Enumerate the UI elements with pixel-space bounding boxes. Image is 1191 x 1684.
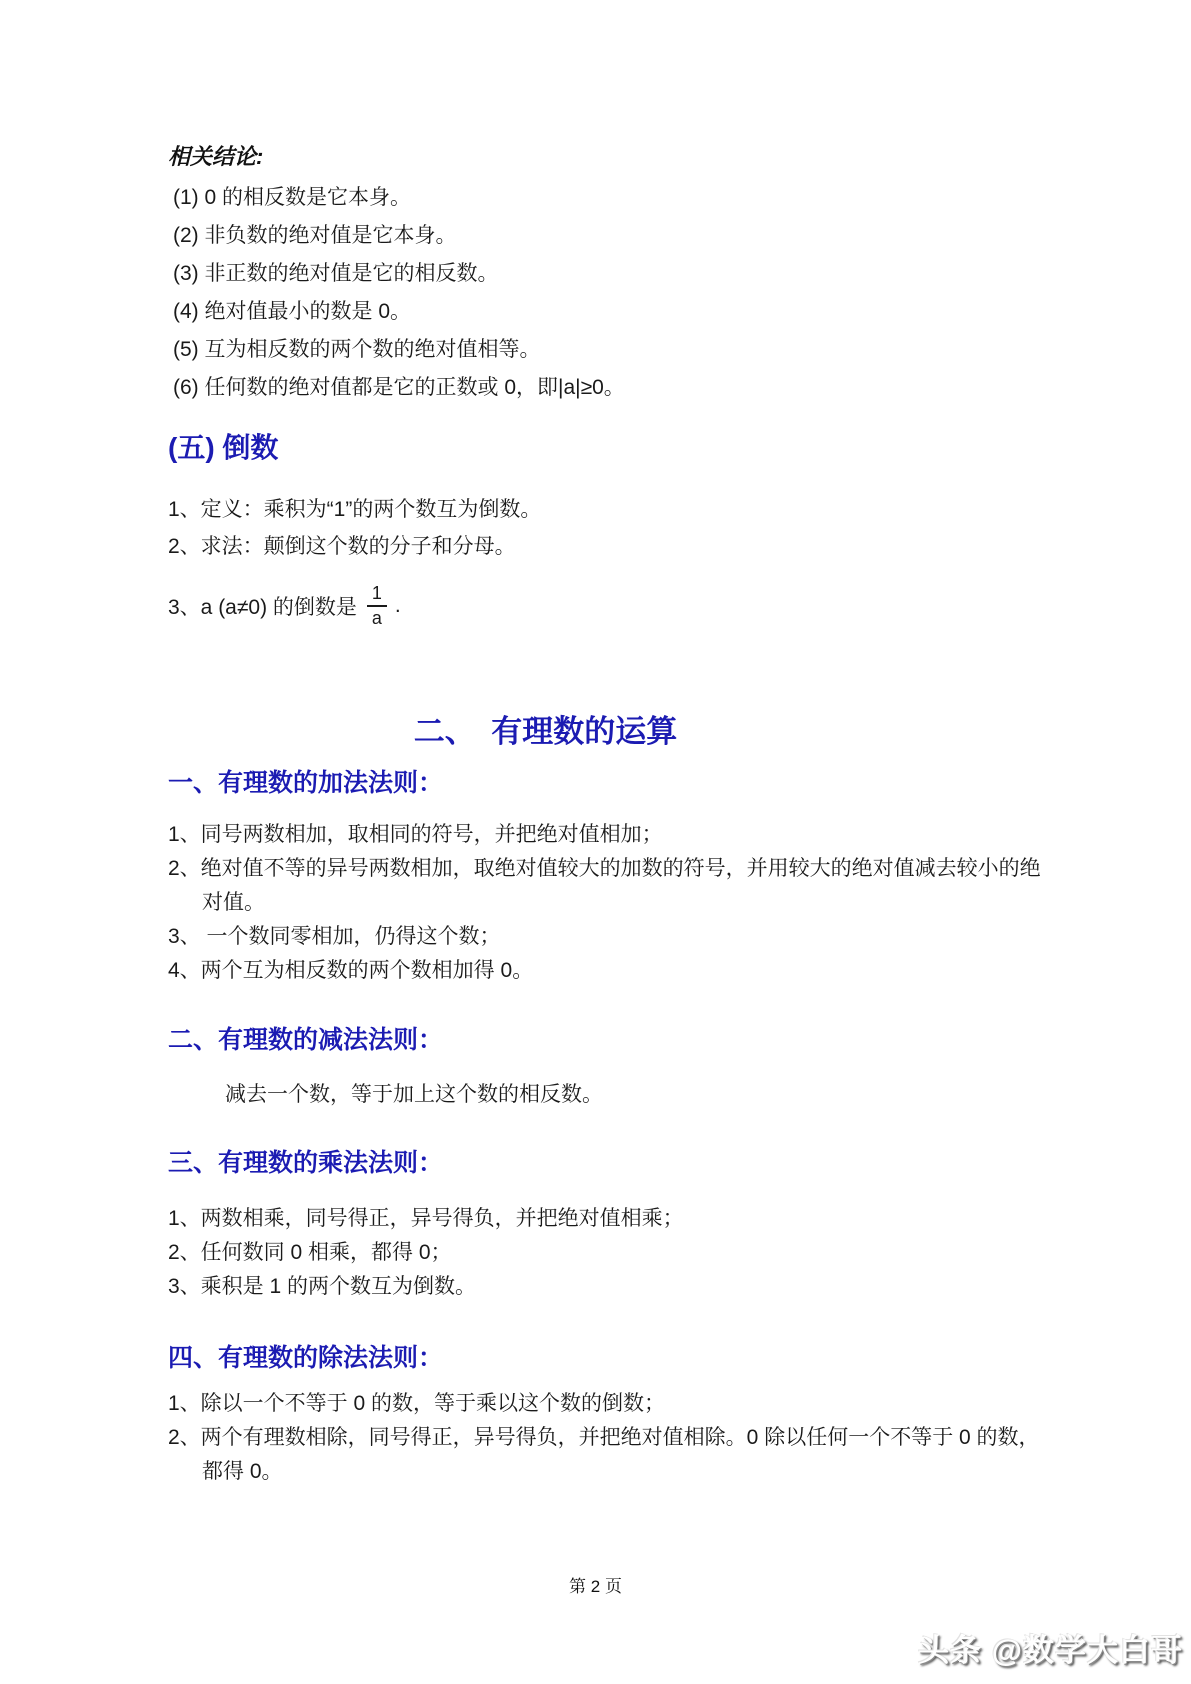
section-heading-addition: 一、有理数的加法法则：	[168, 769, 444, 797]
multiplication-rule-list	[168, 1202, 1053, 1304]
reciprocal-item3-prefix: 3、a (a≠0) 的倒数是	[168, 596, 357, 619]
section-heading-division: 四、有理数的除法法则：	[168, 1344, 444, 1372]
reciprocal-list	[168, 491, 1053, 637]
page-number-footer: 第 2 页	[569, 1577, 622, 1596]
conclusion-item: (5) 互为相反数的两个数的绝对值相等。	[173, 338, 541, 361]
conclusion-item: (6) 任何数的绝对值都是它的正数或 0，即|a|≥0。	[173, 376, 625, 399]
addition-rule-item: 3、 一个数同零相加，仍得这个数；	[168, 925, 501, 948]
watermark-text: 头条 @数学大白哥	[918, 1633, 1183, 1668]
conclusions-title: 相关结论:	[168, 144, 264, 169]
fraction-one-over-a	[367, 582, 387, 629]
fraction-denominator: a	[367, 605, 387, 630]
conclusion-item: (2) 非负数的绝对值是它本身。	[173, 224, 457, 247]
section-heading-subtraction: 二、有理数的减法法则：	[168, 1026, 444, 1054]
subtraction-rule-body: 减去一个数，等于加上这个数的相反数。	[225, 1083, 603, 1106]
division-rule-item: 1、除以一个不等于 0 的数，等于乘以这个数的倒数；	[168, 1392, 666, 1415]
addition-rule-item: 4、两个互为相反数的两个数相加得 0。	[168, 959, 534, 982]
addition-rule-item: 1、同号两数相加，取相同的符号，并把绝对值相加；	[168, 823, 663, 846]
section-heading-reciprocal: (五) 倒数	[168, 432, 279, 463]
multiplication-rule-item: 3、乘积是 1 的两个数互为倒数。	[168, 1275, 477, 1298]
reciprocal-item-with-fraction	[168, 575, 1053, 637]
conclusions-list	[168, 179, 1053, 407]
reciprocal-item: 1、定义：乘积为“1”的两个数互为倒数。	[168, 498, 542, 521]
division-rule-list	[168, 1387, 1053, 1489]
conclusion-item: (3) 非正数的绝对值是它的相反数。	[173, 262, 499, 285]
conclusion-item: (1) 0 的相反数是它本身。	[173, 186, 412, 209]
addition-rule-item: 2、绝对值不等的异号两数相加，取绝对值较大的加数的符号，并用较大的绝对值减去较小的绝对值。	[168, 857, 1041, 914]
division-rule-item: 2、两个有理数相除，同号得正，异号得负，并把绝对值相除。0 除以任何一个不等于 0 的数，都得 0。	[168, 1426, 1040, 1483]
conclusion-item: (4) 绝对值最小的数是 0。	[173, 300, 412, 323]
multiplication-rule-item: 2、任何数同 0 相乘，都得 0；	[168, 1241, 452, 1264]
reciprocal-item3-suffix: .	[394, 594, 401, 617]
addition-rule-list	[168, 818, 1053, 988]
section-heading-multiplication: 三、有理数的乘法法则：	[168, 1149, 444, 1177]
chapter-heading: 二、 有理数的运算	[413, 714, 678, 749]
fraction-numerator: 1	[371, 583, 382, 604]
multiplication-rule-item: 1、两数相乘，同号得正，异号得负，并把绝对值相乘；	[168, 1207, 684, 1230]
reciprocal-item: 2、求法：颠倒这个数的分子和分母。	[168, 535, 516, 558]
